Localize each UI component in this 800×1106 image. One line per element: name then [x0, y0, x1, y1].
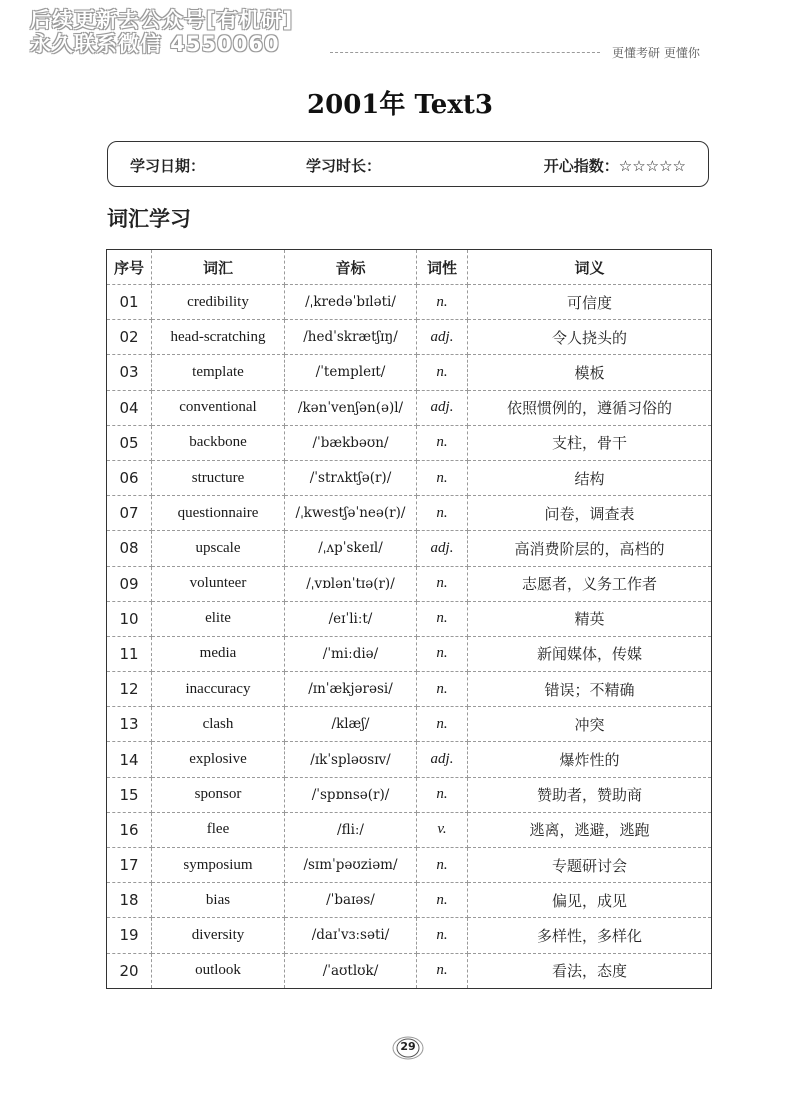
row-index: 19 — [107, 918, 152, 953]
table-row — [107, 320, 712, 355]
vocabulary-table-body — [107, 285, 712, 989]
row-phonetic: /ˈbækbəʊn/ — [285, 425, 417, 460]
header-part-of-speech: 词性 — [417, 250, 468, 285]
row-word: media — [152, 636, 285, 671]
row-phonetic: /daɪˈvɜːsəti/ — [285, 918, 417, 953]
row-part-of-speech: n. — [417, 496, 468, 531]
row-meaning: 冲突 — [468, 707, 712, 742]
row-index: 12 — [107, 672, 152, 707]
row-meaning: 专题研讨会 — [468, 848, 712, 883]
row-word: backbone — [152, 425, 285, 460]
row-phonetic: /ˈaʊtlʊk/ — [285, 953, 417, 988]
row-meaning: 逃离，逃避，逃跑 — [468, 812, 712, 847]
row-index: 01 — [107, 285, 152, 320]
table-header-row — [107, 250, 712, 285]
row-phonetic: /sɪmˈpəʊziəm/ — [285, 848, 417, 883]
row-word: head-scratching — [152, 320, 285, 355]
row-meaning: 高消费阶层的，高档的 — [468, 531, 712, 566]
section-title: 词汇学习 — [107, 207, 191, 231]
row-index: 14 — [107, 742, 152, 777]
row-meaning: 错误；不精确 — [468, 672, 712, 707]
row-word: sponsor — [152, 777, 285, 812]
header-divider — [330, 52, 600, 53]
row-index: 07 — [107, 496, 152, 531]
row-index: 11 — [107, 636, 152, 671]
row-phonetic: /fliː/ — [285, 812, 417, 847]
header-word: 词汇 — [152, 250, 285, 285]
row-part-of-speech: adj. — [417, 320, 468, 355]
table-row — [107, 496, 712, 531]
row-phonetic: /ˌkredəˈbɪləti/ — [285, 285, 417, 320]
row-phonetic: /kənˈvenʃən(ə)l/ — [285, 390, 417, 425]
page-number-badge — [389, 1035, 427, 1061]
row-index: 05 — [107, 425, 152, 460]
study-date-label: 学习日期： — [130, 157, 206, 175]
header-meaning: 词义 — [468, 250, 712, 285]
header-phonetic: 音标 — [285, 250, 417, 285]
row-meaning: 可信度 — [468, 285, 712, 320]
row-index: 10 — [107, 601, 152, 636]
row-word: credibility — [152, 285, 285, 320]
row-phonetic: /ɪkˈspləʊsɪv/ — [285, 742, 417, 777]
row-part-of-speech: adj. — [417, 742, 468, 777]
row-word: symposium — [152, 848, 285, 883]
table-row — [107, 883, 712, 918]
row-word: inaccuracy — [152, 672, 285, 707]
row-meaning: 看法，态度 — [468, 953, 712, 988]
row-meaning: 志愿者，义务工作者 — [468, 566, 712, 601]
row-part-of-speech: n. — [417, 777, 468, 812]
table-row — [107, 285, 712, 320]
row-meaning: 依照惯例的，遵循习俗的 — [468, 390, 712, 425]
row-part-of-speech: n. — [417, 918, 468, 953]
row-part-of-speech: adj. — [417, 390, 468, 425]
row-meaning: 问卷，调查表 — [468, 496, 712, 531]
row-index: 18 — [107, 883, 152, 918]
watermark-line-1: 后续更新去公众号[有机研] — [30, 8, 294, 32]
table-row — [107, 672, 712, 707]
row-phonetic: /klæʃ/ — [285, 707, 417, 742]
row-meaning: 偏见，成见 — [468, 883, 712, 918]
vocabulary-table — [106, 249, 712, 989]
row-phonetic: /ˌkwestʃəˈneə(r)/ — [285, 496, 417, 531]
row-part-of-speech: n. — [417, 848, 468, 883]
row-meaning: 模板 — [468, 355, 712, 390]
row-index: 13 — [107, 707, 152, 742]
row-index: 20 — [107, 953, 152, 988]
row-phonetic: /ˈmiːdiə/ — [285, 636, 417, 671]
table-row — [107, 918, 712, 953]
study-duration-label: 学习时长： — [306, 157, 382, 175]
row-part-of-speech: n. — [417, 425, 468, 460]
row-phonetic: /ˈtempleɪt/ — [285, 355, 417, 390]
table-row — [107, 812, 712, 847]
row-word: structure — [152, 460, 285, 495]
row-index: 09 — [107, 566, 152, 601]
row-part-of-speech: n. — [417, 672, 468, 707]
row-meaning: 支柱，骨干 — [468, 425, 712, 460]
watermark-line-2: 永久联系微信 4550060 — [30, 32, 280, 56]
row-part-of-speech: n. — [417, 355, 468, 390]
row-word: upscale — [152, 531, 285, 566]
row-word: questionnaire — [152, 496, 285, 531]
row-phonetic: /ˈspɒnsə(r)/ — [285, 777, 417, 812]
row-meaning: 赞助者，赞助商 — [468, 777, 712, 812]
row-part-of-speech: n. — [417, 285, 468, 320]
table-row — [107, 707, 712, 742]
row-index: 02 — [107, 320, 152, 355]
watermark — [30, 8, 350, 56]
table-row — [107, 636, 712, 671]
row-phonetic: /ˌʌpˈskeɪl/ — [285, 531, 417, 566]
row-part-of-speech: n. — [417, 883, 468, 918]
row-word: flee — [152, 812, 285, 847]
row-meaning: 令人挠头的 — [468, 320, 712, 355]
row-part-of-speech: n. — [417, 953, 468, 988]
page-title: 2001年 Text3 — [307, 90, 493, 120]
row-part-of-speech: adj. — [417, 531, 468, 566]
table-row — [107, 355, 712, 390]
row-part-of-speech: n. — [417, 707, 468, 742]
happiness-index-label: 开心指数：☆☆☆☆☆ — [543, 157, 686, 175]
row-phonetic: /eɪˈliːt/ — [285, 601, 417, 636]
row-meaning: 多样性，多样化 — [468, 918, 712, 953]
row-word: outlook — [152, 953, 285, 988]
row-word: conventional — [152, 390, 285, 425]
study-info-box — [107, 141, 709, 187]
row-phonetic: /ˌvɒlənˈtɪə(r)/ — [285, 566, 417, 601]
row-word: explosive — [152, 742, 285, 777]
row-word: clash — [152, 707, 285, 742]
row-index: 08 — [107, 531, 152, 566]
row-phonetic: /ɪnˈækjərəsi/ — [285, 672, 417, 707]
table-row — [107, 425, 712, 460]
page-number: 29 — [400, 1040, 416, 1053]
row-index: 03 — [107, 355, 152, 390]
table-row — [107, 848, 712, 883]
header-index: 序号 — [107, 250, 152, 285]
row-index: 17 — [107, 848, 152, 883]
row-meaning: 结构 — [468, 460, 712, 495]
table-row — [107, 390, 712, 425]
table-row — [107, 742, 712, 777]
row-part-of-speech: n. — [417, 636, 468, 671]
row-word: diversity — [152, 918, 285, 953]
row-meaning: 精英 — [468, 601, 712, 636]
table-row — [107, 601, 712, 636]
row-word: template — [152, 355, 285, 390]
row-part-of-speech: n. — [417, 601, 468, 636]
table-row — [107, 953, 712, 988]
row-part-of-speech: v. — [417, 812, 468, 847]
row-index: 04 — [107, 390, 152, 425]
row-word: volunteer — [152, 566, 285, 601]
table-row — [107, 460, 712, 495]
row-index: 16 — [107, 812, 152, 847]
row-index: 15 — [107, 777, 152, 812]
table-row — [107, 777, 712, 812]
table-row — [107, 531, 712, 566]
row-part-of-speech: n. — [417, 460, 468, 495]
row-word: bias — [152, 883, 285, 918]
row-index: 06 — [107, 460, 152, 495]
row-part-of-speech: n. — [417, 566, 468, 601]
row-phonetic: /ˈstrʌktʃə(r)/ — [285, 460, 417, 495]
header-slogan: 更懂考研 更懂你 — [612, 46, 700, 60]
row-word: elite — [152, 601, 285, 636]
row-meaning: 爆炸性的 — [468, 742, 712, 777]
row-phonetic: /ˈbaɪəs/ — [285, 883, 417, 918]
table-row — [107, 566, 712, 601]
row-meaning: 新闻媒体，传媒 — [468, 636, 712, 671]
row-phonetic: /hedˈskrætʃɪŋ/ — [285, 320, 417, 355]
